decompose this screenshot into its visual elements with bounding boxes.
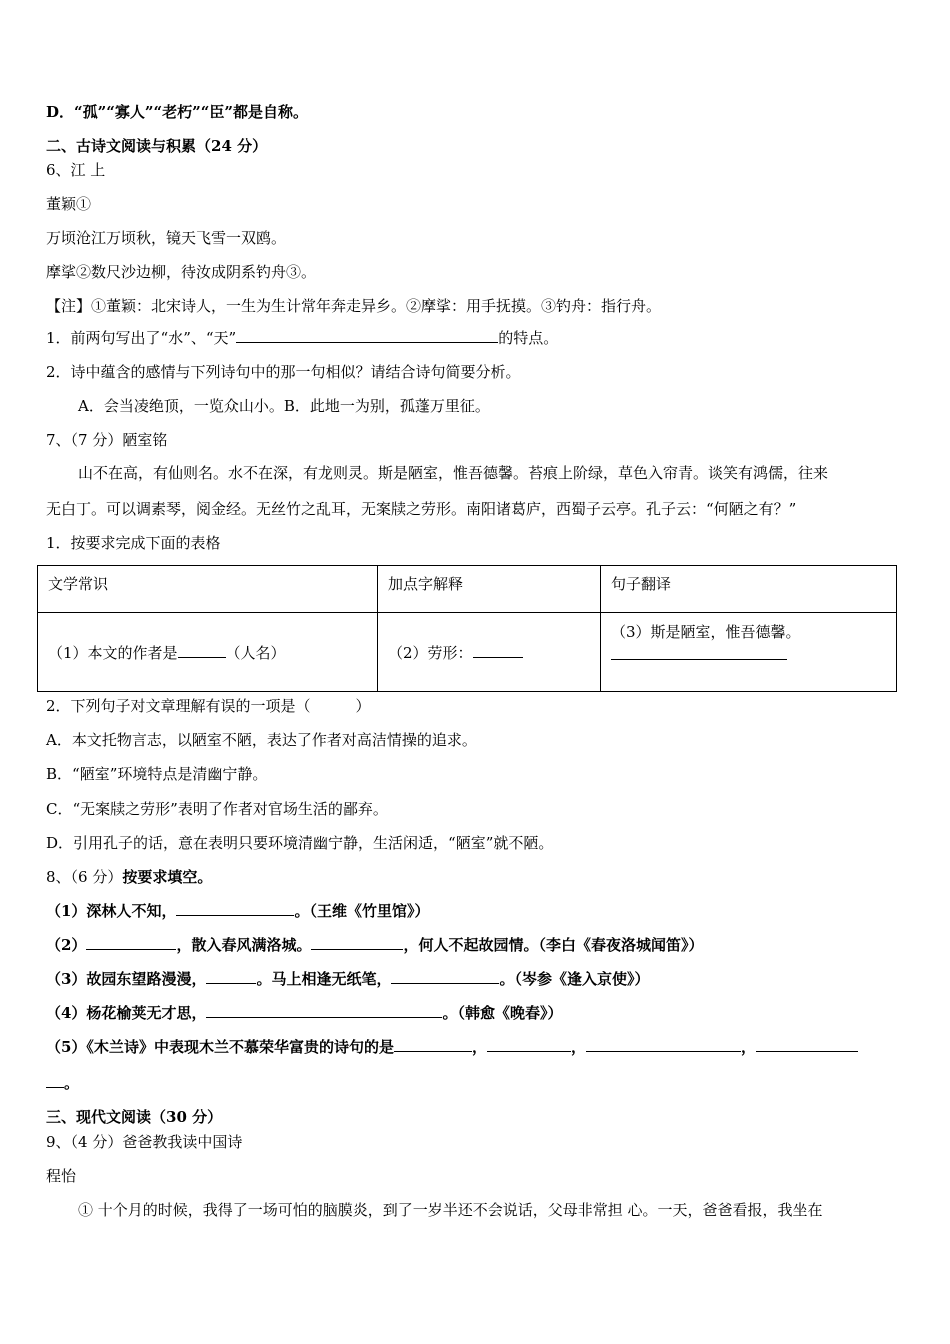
table-header-row: [38, 566, 897, 613]
blank-line: [611, 659, 787, 660]
fill-item-5: （5）《木兰诗》中表现木兰不慕荣华富贵的诗句的是 ， ， ，: [46, 1037, 858, 1057]
question-6-title: 6、江 上: [46, 161, 106, 179]
fill-item-3: （3）故园东望路漫漫， 。马上相逢无纸笔， 。（岑参《逢入京使》）: [46, 970, 650, 988]
blank-line: [86, 935, 176, 950]
question-7-2: 2．下列句子对文章理解有误的一项是（ ）: [46, 697, 371, 715]
poem-note: 【注】①董颖：北宋诗人，一生为生计常年奔走异乡。②摩挲：用手抚摸。③钓舟：指行舟。: [46, 297, 662, 315]
passage-line-2: 无白丁。可以调素琴，阅金经。无丝竹之乱耳，无案牍之劳形。南阳诸葛庐，西蜀子云亭。孔子云：“何陋之有？”: [46, 500, 797, 518]
blank-line: [391, 969, 499, 984]
fill-item-1: （1）深林人不知， 。（王维《竹里馆》）: [46, 902, 430, 920]
poem-line-1: 万顷沧江万顷秋，镜天飞雪一双鸥。: [46, 229, 287, 247]
blank-line: [311, 935, 403, 950]
blank-line: [756, 1037, 858, 1052]
section-heading-2: 二、古诗文阅读与积累（24 分）: [46, 137, 268, 155]
question-6-1: 1．前两句写出了“水”、“天” 的特点。: [46, 329, 559, 347]
fill-item-4: （4）杨花榆荚无才思， 。（韩愈《晚春》）: [46, 1004, 563, 1022]
blank-line: [586, 1037, 741, 1052]
option-a: A．本文托物言志，以陋室不陋，表达了作者对高洁情操的追求。: [46, 731, 477, 749]
table-cell: （2）劳形：: [378, 613, 601, 692]
fill-item-2: （2） ，散入春风满洛城。 ，何人不起故园情。（李白《春夜洛城闻笛》）: [46, 936, 704, 954]
table-header-cell: 句子翻译: [601, 566, 897, 613]
blank-line: [178, 643, 226, 658]
section-heading-3: 三、现代文阅读（30 分）: [46, 1108, 223, 1126]
blank-line: [206, 1003, 442, 1018]
table-header-cell: 加点字解释: [378, 566, 601, 613]
fill-item-5-end: 。: [46, 1073, 79, 1093]
blank-line: [487, 1037, 571, 1052]
blank-line: [236, 328, 498, 343]
answer-table: [37, 565, 897, 692]
blank-line: [473, 643, 523, 658]
table-cell: （1）本文的作者是 （人名）: [38, 613, 378, 692]
blank-line: [206, 969, 256, 984]
question-9-title: 9、（4 分）爸爸教我读中国诗: [46, 1133, 243, 1151]
question-7-1: 1．按要求完成下面的表格: [46, 534, 221, 552]
table-row: [38, 613, 897, 692]
poem-author: 董颖①: [46, 195, 92, 213]
blank-line: [46, 1073, 64, 1088]
table-cell: （3）斯是陋室，惟吾德馨。: [601, 613, 897, 692]
blank-line: [176, 901, 294, 916]
question-6-2-options: A．会当凌绝顶，一览众山小。B．此地一为别，孤蓬万里征。: [78, 397, 490, 415]
question-6-2: 2．诗中蕴含的感情与下列诗句中的那一句相似？请结合诗句简要分析。: [46, 363, 521, 381]
blank-line: [394, 1037, 472, 1052]
question-8-title: 8、（6 分）按要求填空。: [46, 868, 213, 886]
option-b: B．“陋室”环境特点是清幽宁静。: [46, 765, 268, 783]
option-c: C．“无案牍之劳形”表明了作者对官场生活的鄙弃。: [46, 800, 388, 818]
option-d-7: D．引用孔子的话，意在表明只要环境清幽宁静，生活闲适，“陋室”就不陋。: [46, 834, 554, 852]
poem-line-2: 摩挲②数尺沙边柳，待汝成阴系钓舟③。: [46, 263, 317, 281]
question-7-title: 7、（7 分）陋室铭: [46, 431, 168, 449]
article-paragraph-1: ① 十个月的时候，我得了一场可怕的脑膜炎，到了一岁半还不会说话，父母非常担 心。一天，爸爸看报，我坐在: [78, 1201, 823, 1219]
table-header-cell: 文学常识: [38, 566, 378, 613]
article-author: 程怡: [46, 1167, 77, 1185]
passage-line-1: 山不在高，有仙则名。水不在深，有龙则灵。斯是陋室，惟吾德馨。苔痕上阶绿，草色入帘青。谈笑有鸿儒，往来: [78, 464, 829, 482]
option-d: D．“孤”“寡人”“老朽”“臣”都是自称。: [46, 103, 309, 121]
